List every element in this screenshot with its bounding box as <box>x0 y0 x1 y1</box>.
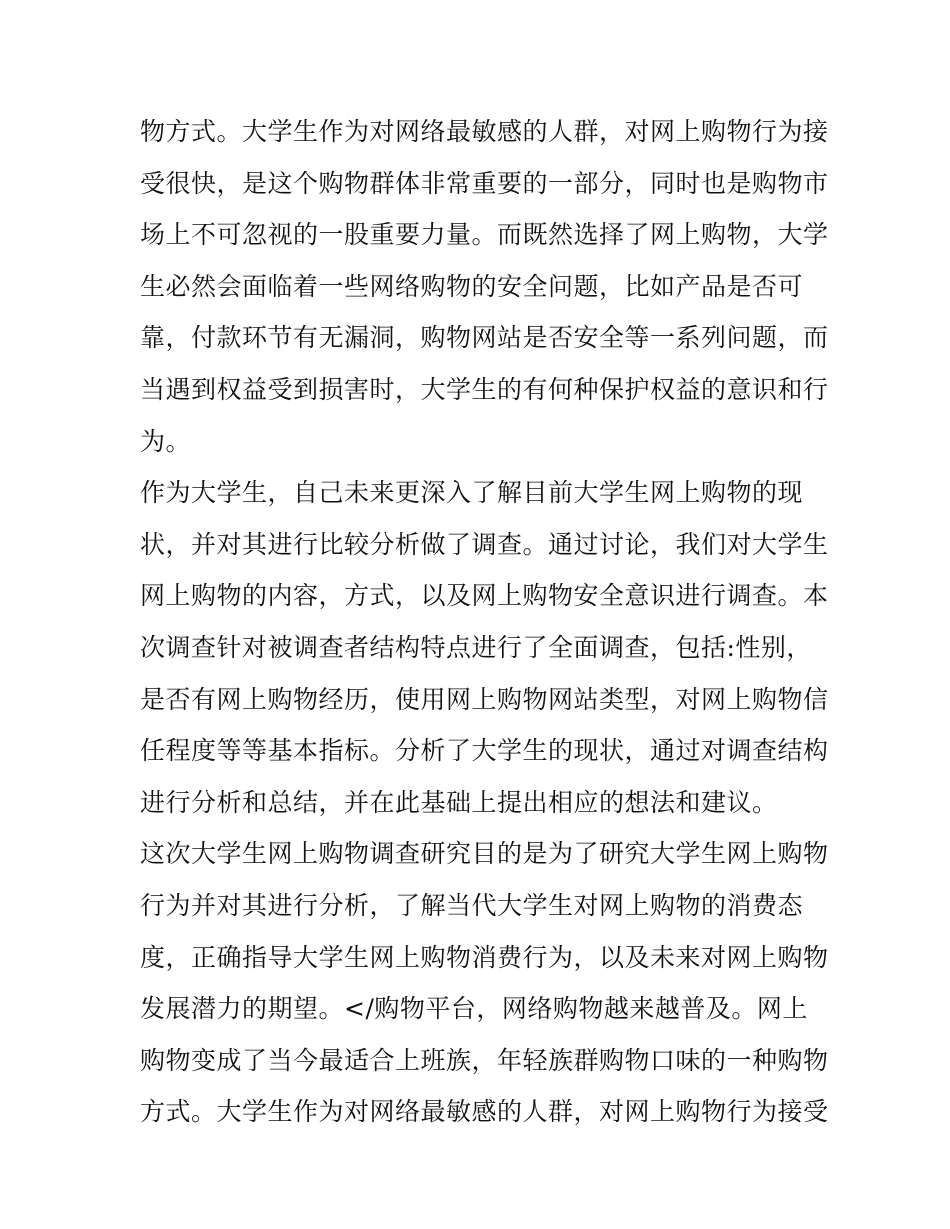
text-line: 任程度等等基本指标。分析了大学生的现状，通过对调查结构 <box>140 736 829 766</box>
text-line: 这次大学生网上购物调查研究目的是为了研究大学生网上购物 <box>140 839 829 869</box>
text-line: 发展潜力的期望。</购物平台，网络购物越来越普及。网上 <box>140 994 808 1024</box>
body-text <box>140 106 829 1138</box>
text-line: 受很快，是这个购物群体非常重要的一部分，同时也是购物市 <box>140 168 829 198</box>
text-line: 行为并对其进行分析，了解当代大学生对网上购物的消费态 <box>140 890 804 920</box>
text-line: 场上不可忽视的一股重要力量。而既然选择了网上购物，大学 <box>140 220 829 250</box>
text-line: 物方式。大学生作为对网络最敏感的人群，对网上购物行为接 <box>140 117 829 146</box>
text-line: 购物变成了当今最适合上班族，年轻族群购物口味的一种购物 <box>140 1045 829 1075</box>
text-line: 生必然会面临着一些网络购物的安全问题，比如产品是否可 <box>140 271 804 301</box>
text-line: 当遇到权益受到损害时，大学生的有何种保护权益的意识和行 <box>140 374 829 404</box>
text-line: 为。 <box>140 426 192 456</box>
text-line: 进行分析和总结，并在此基础上提出相应的想法和建议。 <box>140 787 778 817</box>
text-line: 次调查针对被调查者结构特点进行了全面调查，包括:性别， <box>140 632 812 662</box>
text-line: 状，并对其进行比较分析做了调查。通过讨论，我们对大学生 <box>140 529 829 559</box>
text-line: 网上购物的内容，方式，以及网上购物安全意识进行调查。本 <box>140 581 829 611</box>
text-line: 度，正确指导大学生网上购物消费行为，以及未来对网上购物 <box>140 942 829 972</box>
text-line: 是否有网上购物经历，使用网上购物网站类型，对网上购物信 <box>140 684 829 714</box>
text-line: 作为大学生，自己未来更深入了解目前大学生网上购物的现 <box>140 478 804 508</box>
text-line: 靠，付款环节有无漏洞，购物网站是否安全等一系列问题，而 <box>140 323 829 353</box>
text-line: 方式。大学生作为对网络最敏感的人群，对网上购物行为接受 <box>140 1097 829 1127</box>
